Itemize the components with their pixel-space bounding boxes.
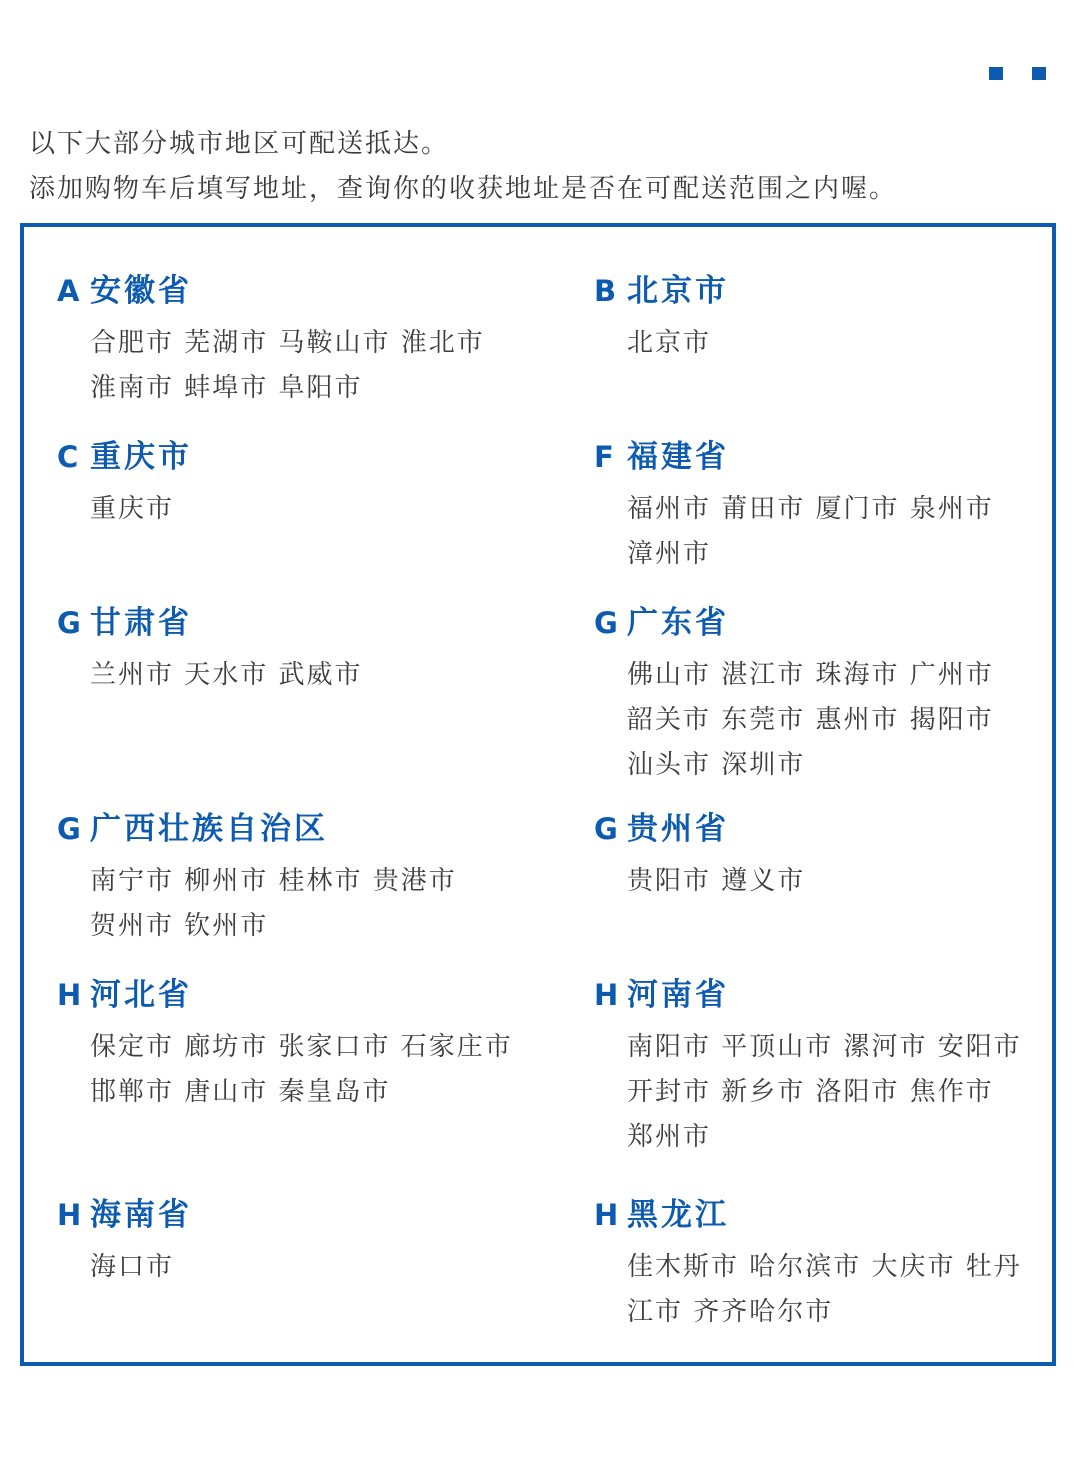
region-name: 福建省 (627, 439, 729, 475)
region-guangxi (57, 803, 517, 949)
region-fujian (594, 431, 1054, 577)
region-guizhou (594, 803, 1054, 904)
city-line: 福州市 莆田市 厦门市 泉州市 (627, 494, 994, 524)
region-letter: C (57, 440, 79, 474)
region-anhui (57, 265, 517, 411)
city-line: 郑州市 (627, 1122, 712, 1152)
city-list (627, 653, 1054, 788)
city-line: 重庆市 (90, 494, 175, 524)
city-list (627, 859, 1054, 904)
city-line: 江市 齐齐哈尔市 (627, 1297, 834, 1327)
region-letter: H (594, 978, 619, 1012)
city-line: 佳木斯市 哈尔滨市 大庆市 牡丹 (627, 1252, 1022, 1282)
region-beijing (594, 265, 1054, 366)
city-line: 海口市 (90, 1252, 175, 1282)
city-line: 贵阳市 遵义市 (627, 866, 806, 896)
region-letter: G (57, 812, 81, 846)
region-letter: G (594, 606, 618, 640)
city-list (90, 1245, 517, 1290)
region-letter: A (57, 274, 80, 308)
city-line: 开封市 新乡市 洛阳市 焦作市 (627, 1077, 994, 1107)
city-line: 漳州市 (627, 539, 712, 569)
city-line: 北京市 (627, 328, 712, 358)
city-line: 兰州市 天水市 武威市 (90, 660, 363, 690)
region-heilongjiang (594, 1189, 1054, 1335)
intro-line-2: 添加购物车后填写地址，查询你的收获地址是否在可配送范围之内喔。 (29, 174, 898, 204)
intro-text (29, 122, 1049, 212)
city-list (90, 487, 517, 532)
city-line: 邯郸市 唐山市 秦皇岛市 (90, 1077, 391, 1107)
city-line: 保定市 廊坊市 张家口市 石家庄市 (90, 1032, 513, 1062)
city-list (90, 653, 517, 698)
city-list (90, 321, 517, 411)
region-hainan (57, 1189, 517, 1290)
region-letter: G (57, 606, 81, 640)
region-letter: H (594, 1198, 619, 1232)
city-list (627, 487, 1054, 577)
city-line: 南阳市 平顶山市 漯河市 安阳市 (627, 1032, 1022, 1062)
city-line: 佛山市 湛江市 珠海市 广州市 (627, 660, 994, 690)
city-line: 南宁市 柳州市 桂林市 贵港市 (90, 866, 457, 896)
decorative-square-icon (989, 67, 1003, 80)
city-list (627, 321, 1054, 366)
decorative-square-icon (1032, 67, 1046, 80)
city-line: 汕头市 深圳市 (627, 750, 806, 780)
region-henan (594, 969, 1054, 1160)
region-name: 安徽省 (90, 273, 192, 309)
city-list (90, 859, 517, 949)
region-letter: H (57, 1198, 82, 1232)
region-letter: H (57, 978, 82, 1012)
region-gansu (57, 597, 517, 698)
city-list (90, 1025, 517, 1115)
region-letter: F (594, 440, 614, 474)
region-name: 北京市 (627, 273, 729, 309)
region-name: 黑龙江 (627, 1197, 729, 1233)
region-hebei (57, 969, 517, 1115)
delivery-region-box (20, 223, 1056, 1366)
city-line: 贺州市 钦州市 (90, 911, 269, 941)
region-name: 河南省 (627, 977, 729, 1013)
region-letter: B (594, 274, 617, 308)
region-guangdong (594, 597, 1054, 788)
region-name: 贵州省 (627, 811, 729, 847)
region-name: 重庆市 (90, 439, 192, 475)
region-letter: G (594, 812, 618, 846)
region-name: 广东省 (627, 605, 729, 641)
region-chongqing (57, 431, 517, 532)
region-name: 河北省 (90, 977, 192, 1013)
city-line: 韶关市 东莞市 惠州市 揭阳市 (627, 705, 994, 735)
region-name: 甘肃省 (90, 605, 192, 641)
city-list (627, 1245, 1054, 1335)
city-line: 合肥市 芜湖市 马鞍山市 淮北市 (90, 328, 485, 358)
intro-line-1: 以下大部分城市地区可配送抵达。 (29, 129, 450, 159)
region-name: 海南省 (90, 1197, 192, 1233)
city-line: 淮南市 蚌埠市 阜阳市 (90, 373, 363, 403)
region-name: 广西壮族自治区 (90, 811, 328, 847)
city-list (627, 1025, 1054, 1160)
